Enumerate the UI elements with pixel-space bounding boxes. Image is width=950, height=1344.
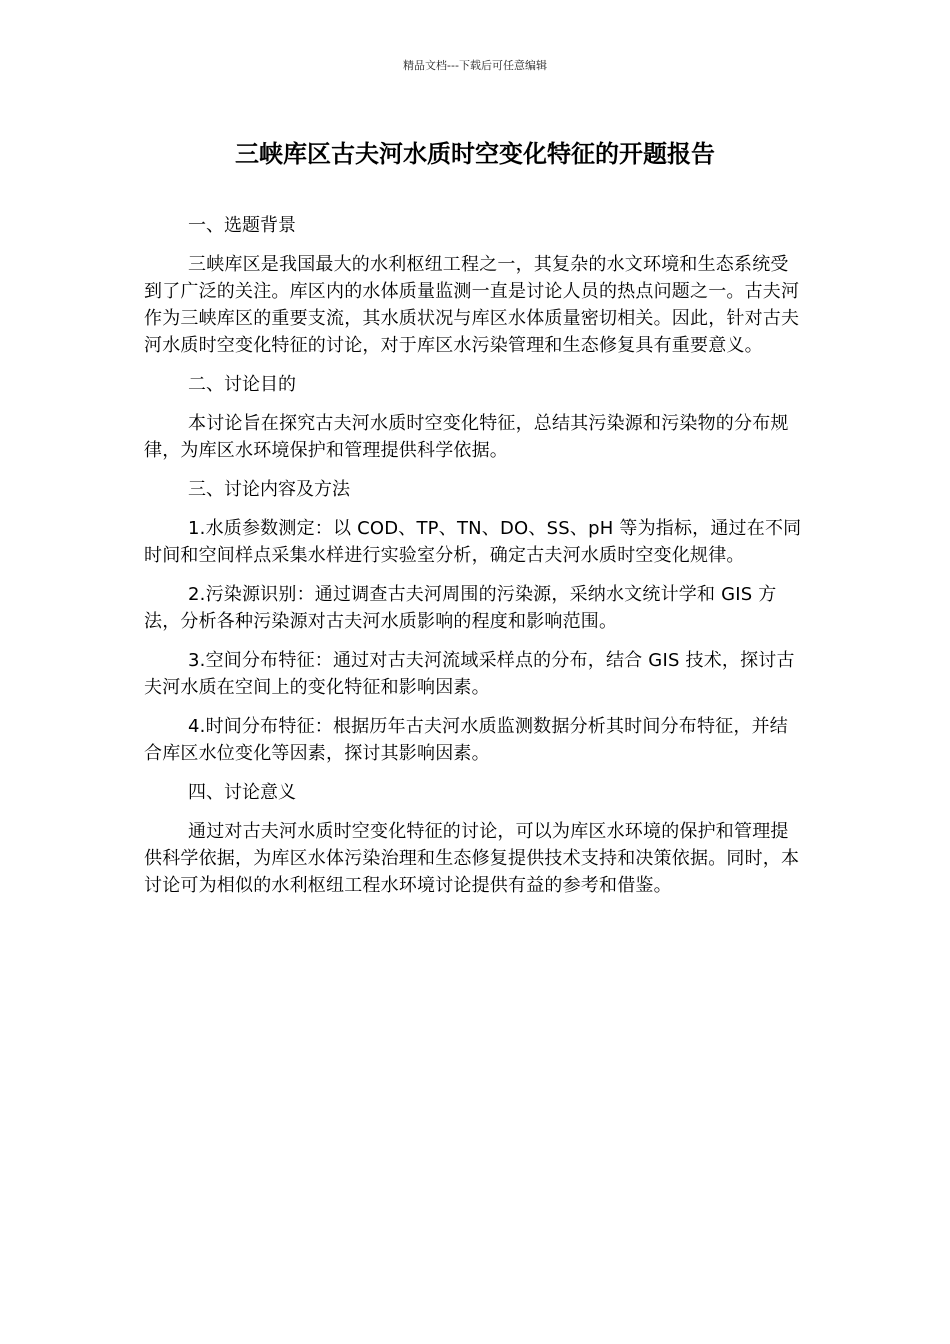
- paragraph-significance: 通过对古夫河水质时空变化特征的讨论，可以为库区水环境的保护和管理提供科学依据，为库区水体污染治理和生态修复提供技术支持和决策依据。同时，本讨论可为相似的水利枢纽工程水环境讨论提供有益的参考和借鉴。: [144, 821, 800, 896]
- paragraph-method-temporal: 4.时间分布特征：根据历年古夫河水质监测数据分析其时间分布特征，并结合库区水位变化等因素，探讨其影响因素。: [144, 716, 788, 764]
- paragraph-method-water-quality: 1.水质参数测定：以 COD、TP、TN、DO、SS、pH 等为指标，通过在不同时间和空间样点采集水样进行实验室分析，确定古夫河水质时空变化规律。: [144, 518, 802, 566]
- section-heading-purpose: 二、讨论目的: [188, 374, 296, 395]
- section-heading-significance: 四、讨论意义: [188, 782, 296, 803]
- paragraph-method-pollution-source: 2.污染源识别：通过调查古夫河周围的污染源，采纳水文统计学和 GIS 方法，分析各种污染源对古夫河水质影响的程度和影响范围。: [144, 584, 777, 632]
- paragraph-background: 三峡库区是我国最大的水利枢纽工程之一，其复杂的水文环境和生态系统受到了广泛的关注。库区内的水体质量监测一直是讨论人员的热点问题之一。古夫河作为三峡库区的重要支流，其水质状况与库区水体质量密切相关。因此，针对古夫河水质时空变化特征的讨论，对于库区水污染管理和生态修复具有重要意义。: [144, 254, 800, 356]
- document-body: [144, 212, 804, 911]
- paragraph-method-spatial: 3.空间分布特征：通过对古夫河流域采样点的分布，结合 GIS 技术，探讨古夫河水质在空间上的变化特征和影响因素。: [144, 650, 795, 698]
- paragraph-purpose: 本讨论旨在探究古夫河水质时空变化特征，总结其污染源和污染物的分布规律，为库区水环境保护和管理提供科学依据。: [144, 413, 789, 461]
- page-header-note: 精品文档---下载后可任意编辑: [403, 59, 547, 72]
- section-heading-background: 一、选题背景: [188, 215, 296, 236]
- section-heading-methods: 三、讨论内容及方法: [188, 479, 350, 500]
- document-title: 三峡库区古夫河水质时空变化特征的开题报告: [235, 140, 715, 168]
